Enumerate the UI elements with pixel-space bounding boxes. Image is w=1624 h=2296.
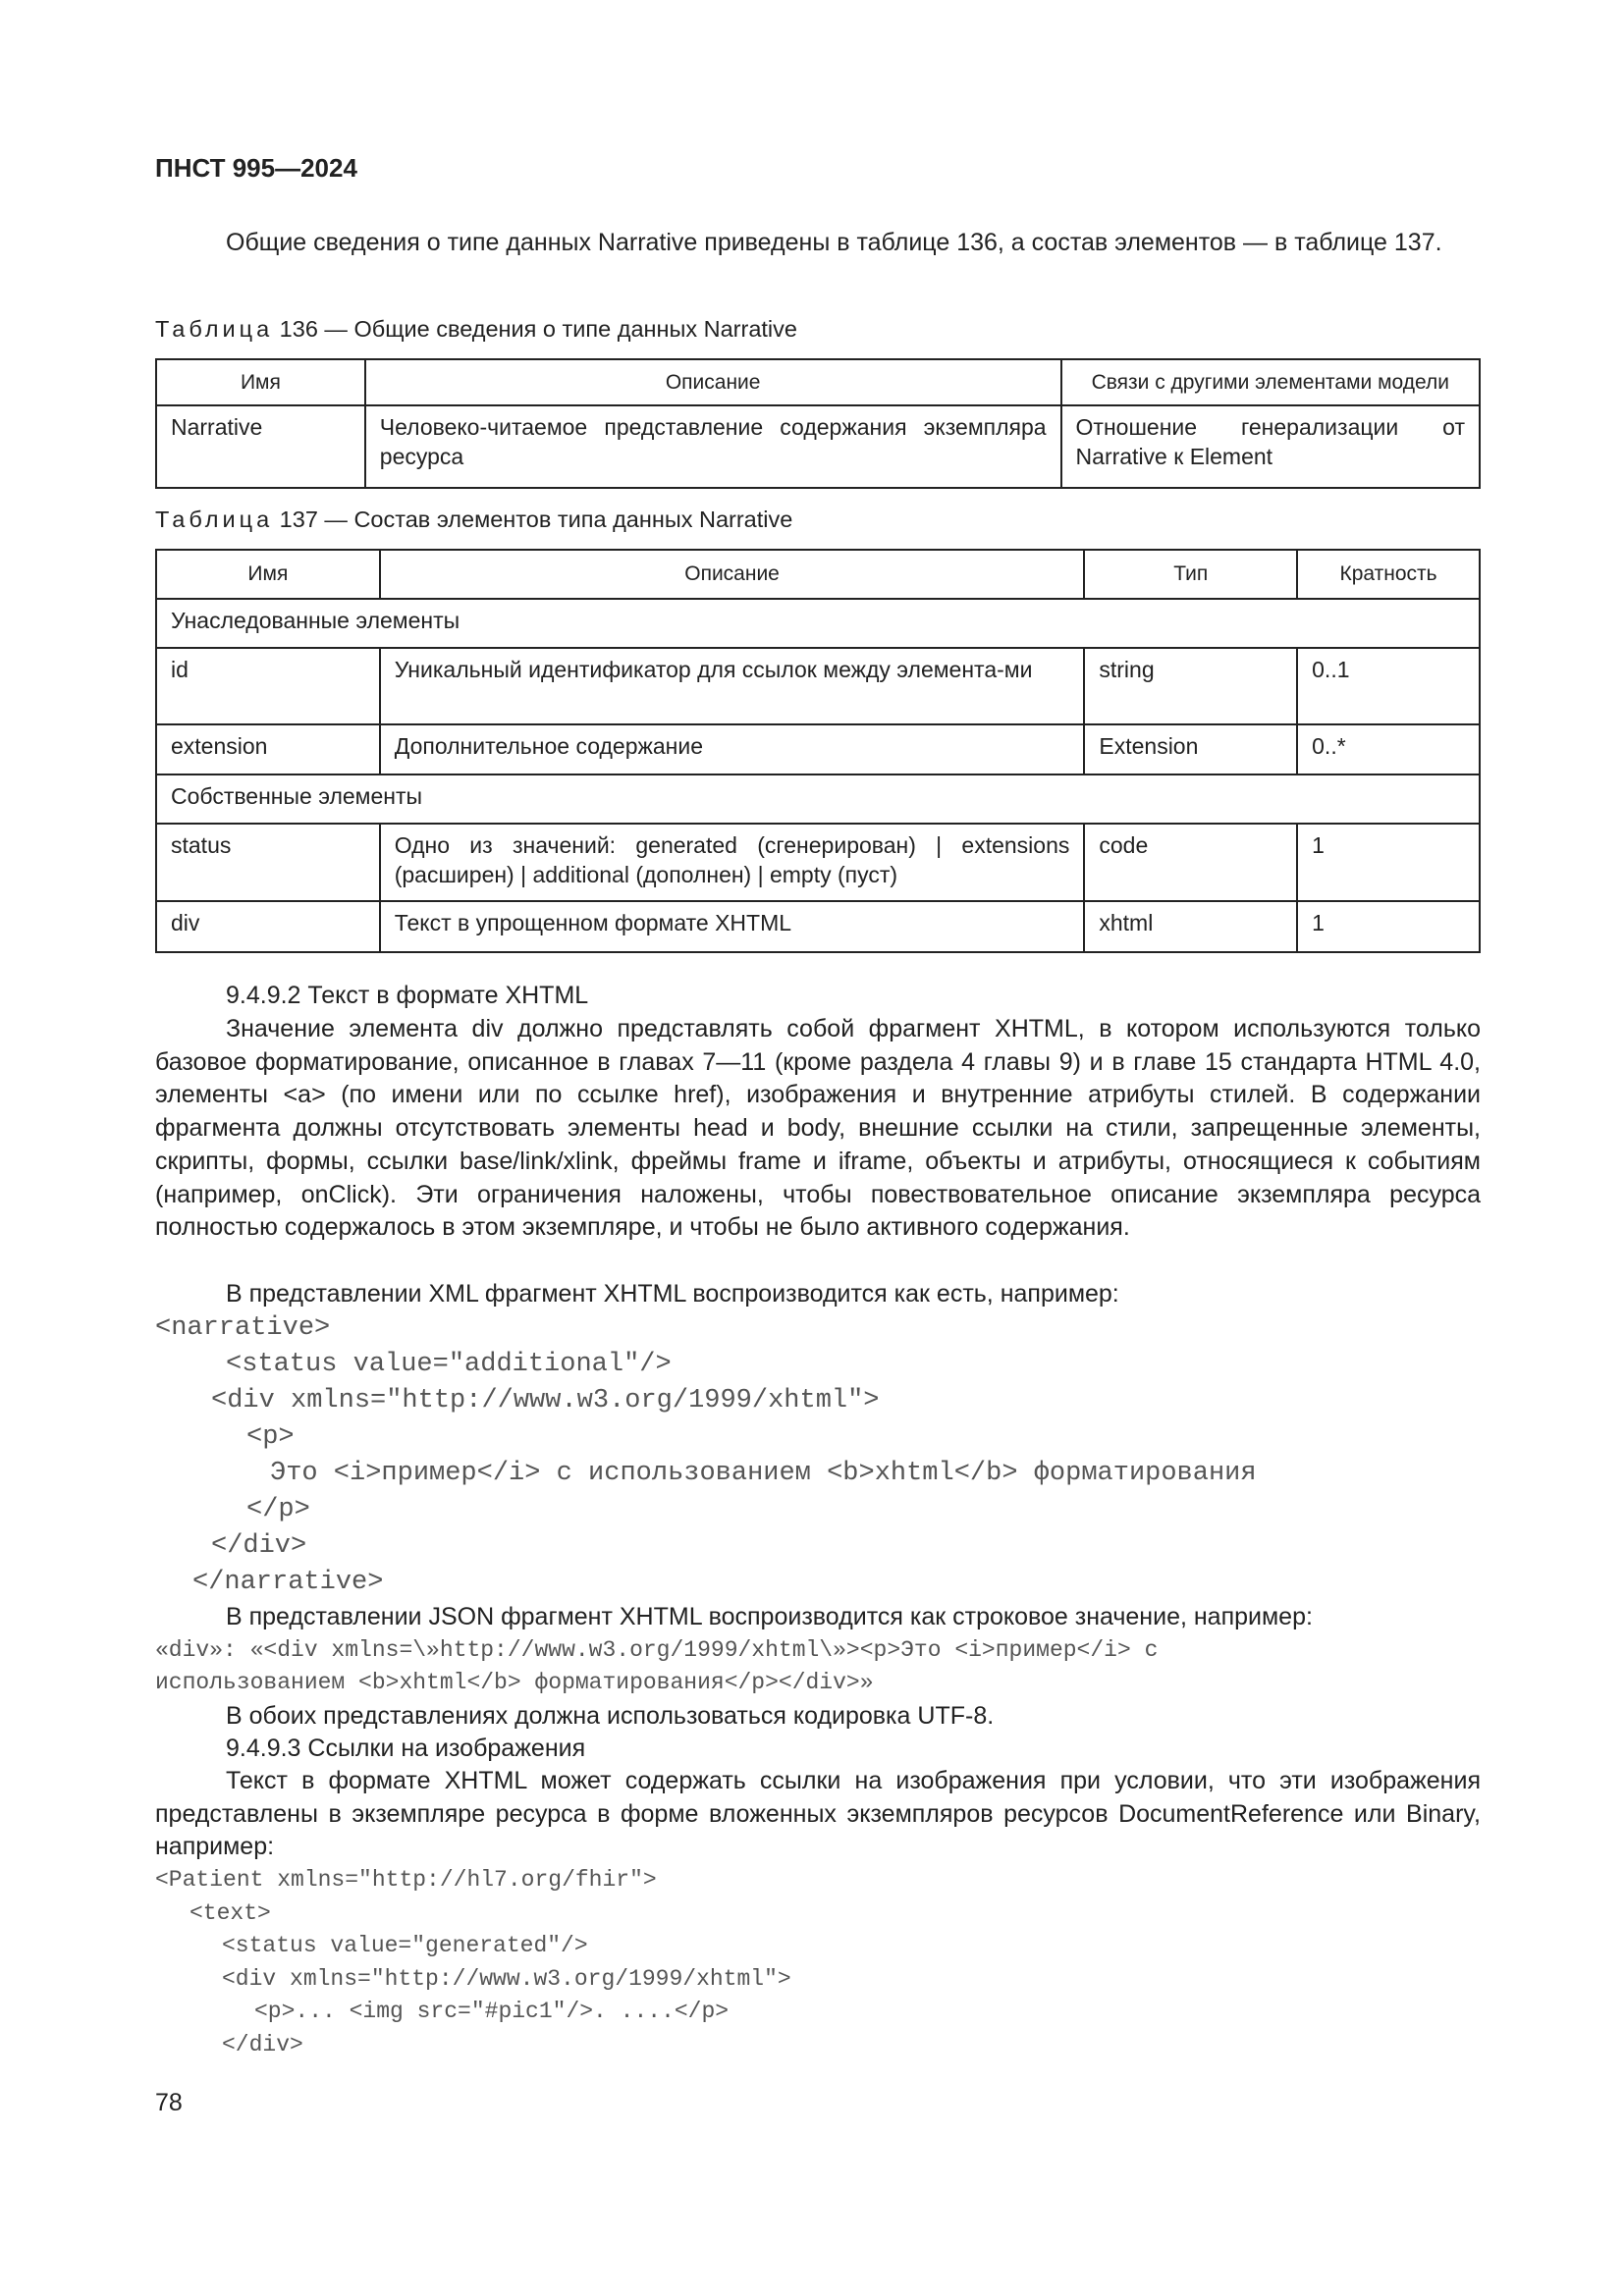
json-line: «div»: «<div xmlns=\»http://www.w3.org/1999/xhtml\»><p>Это <i>пример</i> с [155, 1637, 1159, 1663]
table-row [156, 405, 1480, 488]
code-line: Это <i>пример</i> с использованием <b>xhtml</b> форматирования [270, 1459, 1257, 1488]
table-137 [155, 549, 1481, 953]
section-row: Унаследованные элементы [156, 599, 1480, 648]
caption-text: 137 — Состав элементов типа данных Narrative [273, 507, 793, 532]
table-row [156, 724, 1480, 774]
paragraph: Значение элемента div должно представлять собой фрагмент XHTML, в котором используются только базовое форматирование, описанное в главах 7—11 (кроме раздела 4 главы 9) и в главе 15 стандарта HTML 4.0, элементы <a> (по имени или по ссылке href), изображения и внутренние атрибуты стилей. В содержании фрагмента должны отсутствовать элементы head и body, внешние ссылки на стили, запрещенные элементы, скрипты, формы, ссылки base/link/xlink, фреймы frame и iframe, объекты и атрибуты, относящиеся к событиям (например, onClick). Эти ограничения наложены, чтобы повествовательное описание экземпляра ресурса полностью содержалось в этом экземпляре, и чтобы не было активного содержания. [155, 1015, 1481, 1242]
cell: Одно из значений: generated (сгенерирован) | extensions (расширен) | additional (дополнен) | empty (пуст) [380, 824, 1085, 901]
json-line: использованием <b>xhtml</b> форматирования</p></div>» [155, 1670, 874, 1695]
intro-paragraph: Общие сведения о типе данных Narrative приведены в таблице 136, а состав элементов — в таблице 137. [226, 229, 1442, 256]
cell: Extension [1084, 724, 1297, 774]
code-line: <narrative> [155, 1313, 331, 1343]
cell: code [1084, 824, 1297, 901]
code-line: <Patient xmlns="http://hl7.org/fhir"> [155, 1867, 657, 1893]
cell: xhtml [1084, 901, 1297, 952]
paragraph: В обоих представлениях должна использоваться кодировка UTF-8. [226, 1702, 995, 1730]
caption-text: 136 — Общие сведения о типе данных Narrative [273, 316, 797, 342]
caption-prefix: Таблица [155, 507, 274, 532]
header-cell: Описание [380, 550, 1085, 599]
cell: status [156, 824, 380, 901]
section-row: Собственные элементы [156, 774, 1480, 824]
cell: Уникальный идентификатор для ссылок между элемента-ми [380, 648, 1085, 724]
table-136-caption [155, 316, 797, 343]
table-137-caption [155, 507, 792, 533]
page-number: 78 [155, 2089, 183, 2116]
cell: div [156, 901, 380, 952]
code-line: </div> [211, 1531, 307, 1561]
cell: Narrative [156, 405, 365, 488]
header-cell: Имя [156, 359, 365, 405]
cell: 1 [1297, 901, 1480, 952]
header-cell: Имя [156, 550, 380, 599]
code-line: <status value="generated"/> [222, 1933, 588, 1958]
code-line: </p> [246, 1495, 310, 1524]
cell: Текст в упрощенном формате XHTML [380, 901, 1085, 952]
header-cell: Связи с другими элементами модели [1061, 359, 1480, 405]
header-cell: Кратность [1297, 550, 1480, 599]
section-heading-9-4-9-3: 9.4.9.3 Ссылки на изображения [226, 1735, 586, 1762]
table-row [156, 901, 1480, 952]
document-id: ПНСТ 995—2024 [155, 153, 357, 183]
cell: extension [156, 724, 380, 774]
code-line: <div xmlns="http://www.w3.org/1999/xhtml"> [222, 1966, 791, 1992]
cell: Отношение генерализации от Narrative к Element [1061, 405, 1480, 488]
header-cell: Тип [1084, 550, 1297, 599]
paragraph: Текст в формате XHTML может содержать ссылки на изображения при условии, что эти изображения представлены в экземпляре ресурса в форме вложенных экземпляров ресурсов DocumentReference или Binary, например: [155, 1767, 1481, 1861]
code-line: </narrative> [192, 1568, 384, 1597]
code-line: </div> [222, 2032, 303, 2057]
cell: 1 [1297, 824, 1480, 901]
caption-prefix: Таблица [155, 316, 274, 342]
cell: 0..1 [1297, 648, 1480, 724]
paragraph: В представлении JSON фрагмент XHTML воспроизводится как строковое значение, например: [226, 1603, 1313, 1630]
cell: Дополнительное содержание [380, 724, 1085, 774]
cell: Человеко-читаемое представление содержания экземпляра ресурса [365, 405, 1061, 488]
code-line: <div xmlns="http://www.w3.org/1999/xhtml"> [211, 1386, 880, 1415]
code-line: <status value="additional"/> [226, 1350, 672, 1379]
code-line: <p>... <img src="#pic1"/>. ....</p> [254, 1999, 730, 2024]
section-heading-9-4-9-2: 9.4.9.2 Текст в формате XHTML [226, 982, 589, 1009]
table-row [156, 824, 1480, 901]
header-cell: Описание [365, 359, 1061, 405]
code-line: <text> [189, 1900, 271, 1926]
table-row [156, 648, 1480, 724]
cell: string [1084, 648, 1297, 724]
code-line: <p> [246, 1422, 295, 1452]
table-136 [155, 358, 1481, 489]
cell: id [156, 648, 380, 724]
cell: 0..* [1297, 724, 1480, 774]
paragraph: В представлении XML фрагмент XHTML воспроизводится как есть, например: [226, 1280, 1119, 1308]
